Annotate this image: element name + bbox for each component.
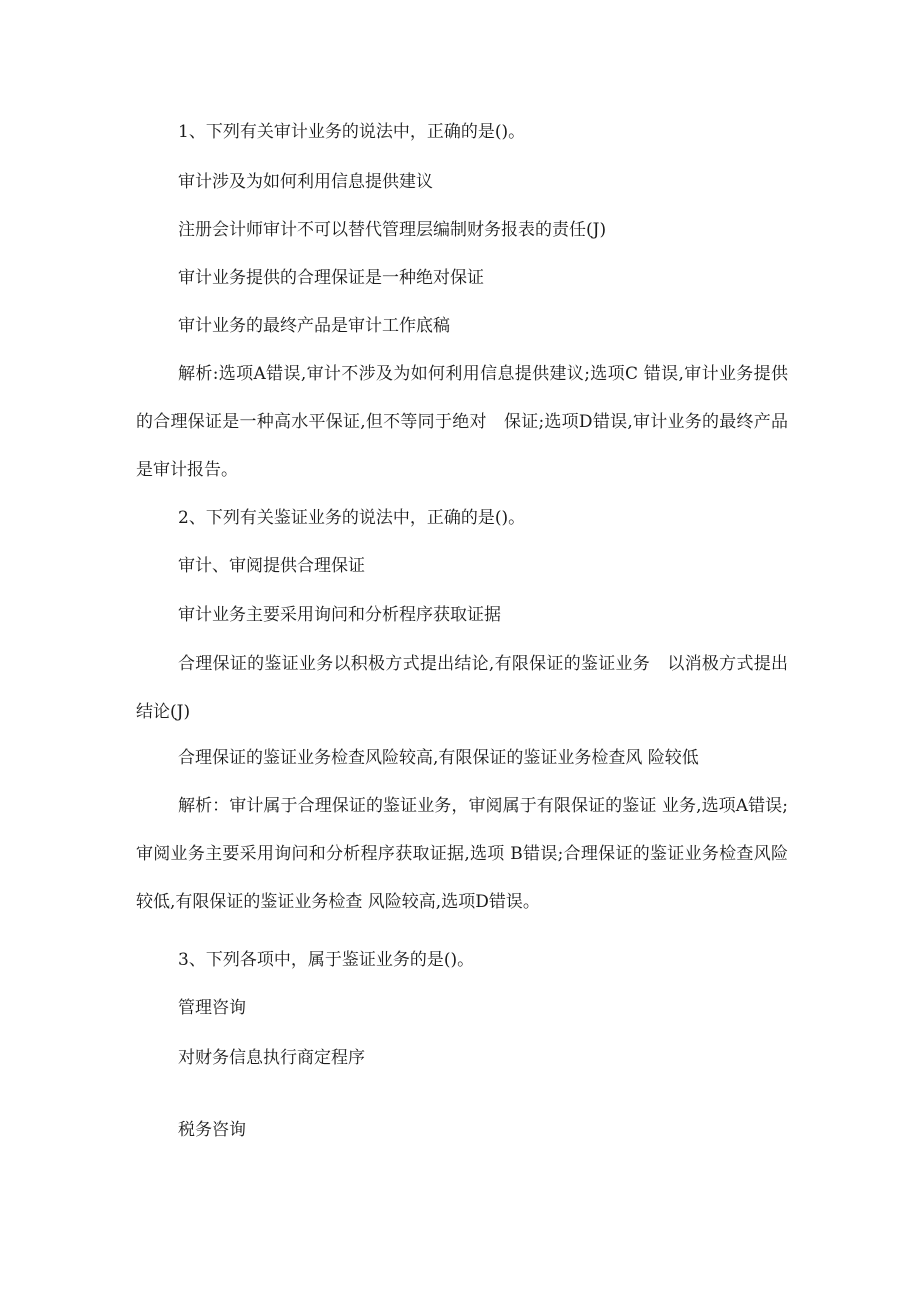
question-3-option-c: 税务咨询	[178, 1120, 246, 1140]
question-3-option-a: 管理咨询	[178, 998, 246, 1018]
question-1-option-b: 注册会计师审计不可以替代管理层编制财务报表的责任(J)	[178, 220, 607, 240]
question-1-option-a: 审计涉及为如何利用信息提供建议	[178, 172, 433, 192]
question-1-option-d: 审计业务的最终产品是审计工作底稿	[178, 316, 450, 336]
question-1-option-c: 审计业务提供的合理保证是一种绝对保证	[178, 268, 484, 288]
question-2-analysis: 解析：审计属于合理保证的鉴证业务，审阅属于有限保证的鉴证 业务,选项A错误;审阅业务主要采用询问和分析程序获取证据,选项 B错误;合理保证的鉴证业务检查风险较低,有限保证的鉴证业务检查 风险较高,选项D错误。	[136, 796, 788, 912]
question-2-option-d: 合理保证的鉴证业务检查风险较高,有限保证的鉴证业务检查风 险较低	[178, 748, 699, 768]
question-1-analysis: 解析:选项A错误,审计不涉及为如何利用信息提供建议;选项C 错误,审计业务提供的合理保证是一种高水平保证,但不等同于绝对 保证;选项D错误,审计业务的最终产品是审计报告。	[136, 364, 788, 480]
question-3-option-b: 对财务信息执行商定程序	[178, 1048, 365, 1068]
question-2-option-b: 审计业务主要采用询问和分析程序获取证据	[178, 605, 501, 625]
question-1-stem: 1、下列有关审计业务的说法中，正确的是()。	[178, 122, 526, 142]
question-3-stem: 3、下列各项中，属于鉴证业务的是()。	[178, 950, 475, 970]
question-2-option-c: 合理保证的鉴证业务以积极方式提出结论,有限保证的鉴证业务 以消极方式提出结论(J)	[136, 654, 788, 722]
question-2-option-a: 审计、审阅提供合理保证	[178, 556, 365, 576]
question-2-stem: 2、下列有关鉴证业务的说法中，正确的是()。	[178, 508, 526, 528]
